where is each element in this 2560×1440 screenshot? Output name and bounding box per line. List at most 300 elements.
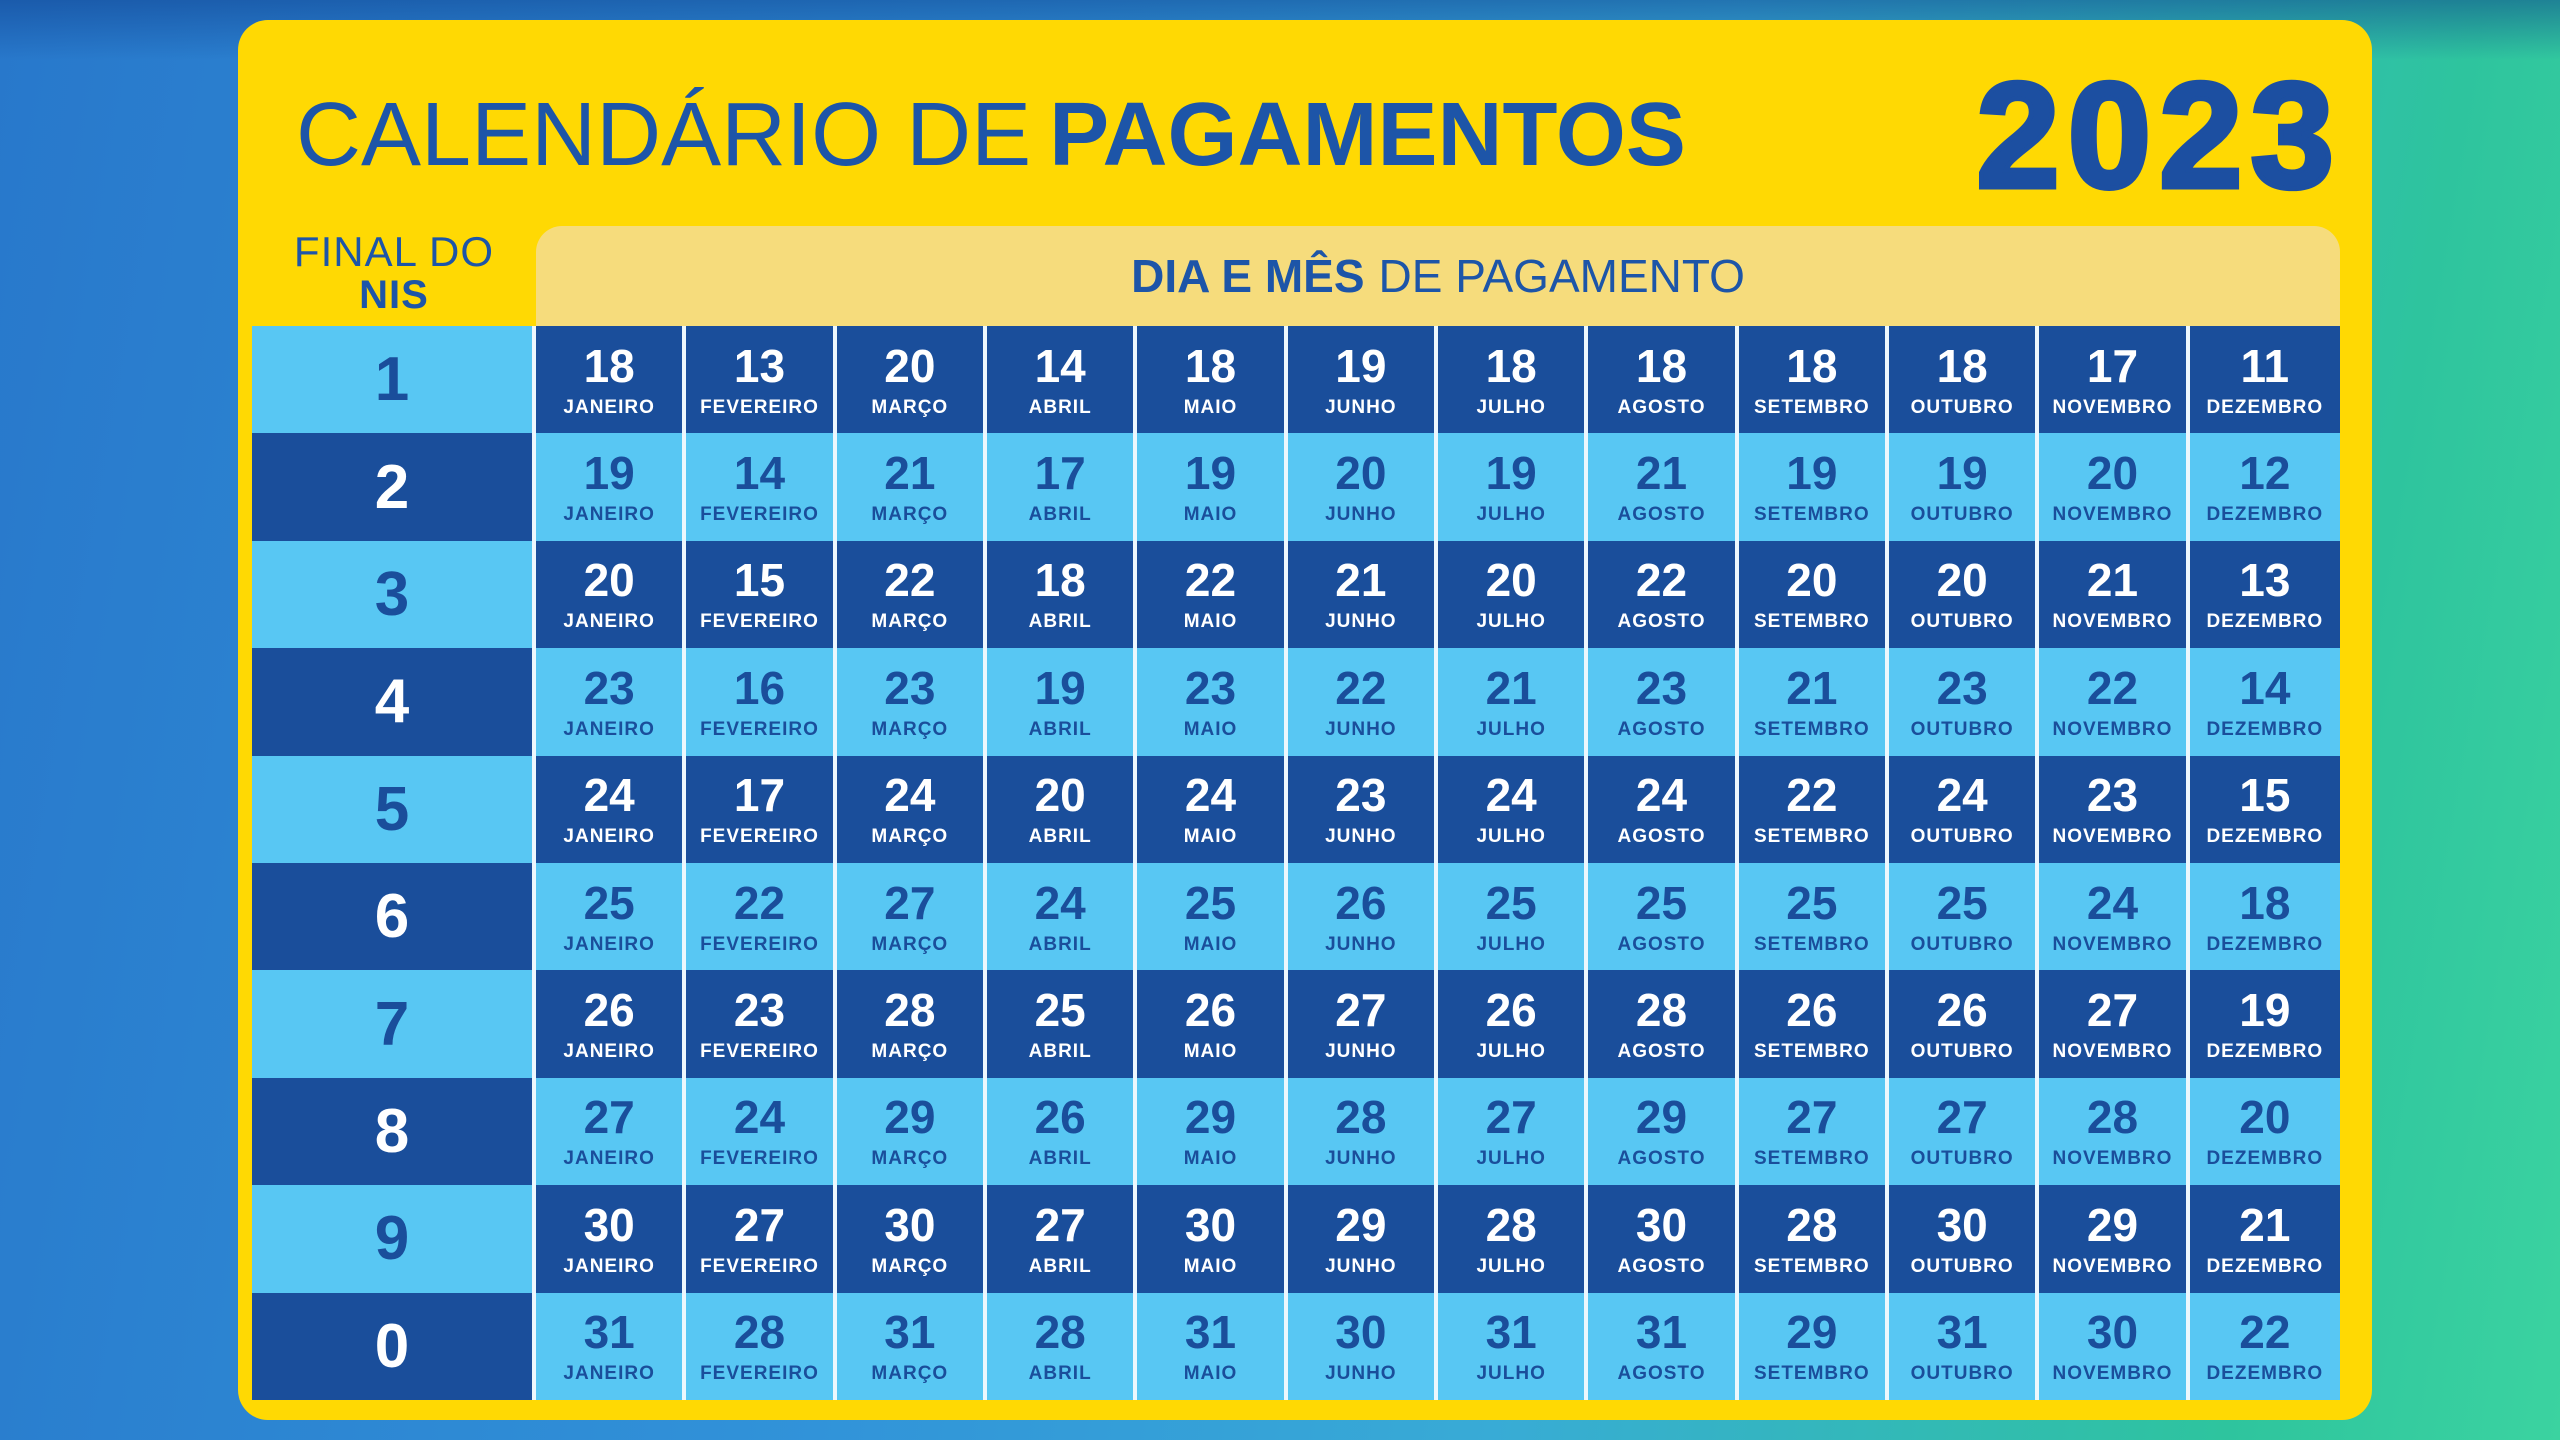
payment-day: 30 [1936,1198,1988,1251]
payment-day: 23 [733,984,786,1037]
payment-day: 28 [1335,1091,1387,1144]
payment-month: ABRIL [1028,396,1092,418]
payment-day: 21 [1786,661,1838,714]
payment-month: FEVEREIRO [700,1148,819,1170]
payment-day: 24 [1184,769,1237,822]
payment-month: JULHO [1476,826,1546,848]
payment-cell [1588,1185,1738,1292]
payment-day: 26 [1936,984,1988,1037]
payment-cell [1137,1293,1287,1400]
payment-day: 23 [884,661,936,714]
payment-month: JULHO [1476,1041,1546,1063]
payment-day: 25 [1184,876,1237,929]
payment-day: 20 [1485,554,1537,607]
payment-cell [1588,326,1738,433]
payment-day: 24 [1635,769,1688,822]
payment-cell [1288,863,1438,970]
payment-day: 17 [733,769,786,822]
payment-cell [987,863,1137,970]
payment-month: JULHO [1476,933,1546,955]
payment-month: AGOSTO [1617,504,1706,526]
payment-day: 21 [884,447,936,500]
nis-cell: 8 [252,1078,536,1185]
payment-month: MAIO [1183,1363,1238,1385]
payment-month: DEZEMBRO [2206,504,2324,526]
payment-month: JANEIRO [563,504,655,526]
payment-month: ABRIL [1028,1148,1092,1170]
payment-cell [536,1293,686,1400]
payment-cell [2039,756,2189,863]
payment-cell [1588,433,1738,540]
payment-cell [2039,1078,2189,1185]
payment-day: 19 [2239,984,2291,1037]
payment-cell [1889,1185,2039,1292]
payment-cell [837,541,987,648]
payment-cell [837,970,987,1077]
poster-title-bold: PAGAMENTOS [1049,84,1686,185]
payment-cell [686,326,836,433]
payment-day: 26 [1485,984,1537,1037]
payment-month: MARÇO [871,1363,949,1385]
payment-month: MARÇO [871,1255,949,1277]
payment-day: 20 [1936,554,1988,607]
payment-cell [1288,756,1438,863]
payment-cell [536,756,686,863]
payment-month: NOVEMBRO [2052,1041,2173,1063]
payment-day: 30 [884,1198,936,1251]
payment-month: MAIO [1183,1255,1238,1277]
payment-day: 27 [1936,1091,1988,1144]
payment-day: 27 [2086,984,2139,1037]
payment-day: 30 [1335,1306,1387,1359]
nis-cell: 3 [252,541,536,648]
payment-cell [1438,541,1588,648]
payment-cell [686,433,836,540]
payment-cell [686,863,836,970]
payment-day: 19 [1034,661,1086,714]
nis-cell: 6 [252,863,536,970]
payment-day: 25 [1786,876,1838,929]
payment-month: FEVEREIRO [700,1255,819,1277]
payment-month: DEZEMBRO [2206,1363,2324,1385]
payment-month: MARÇO [871,611,949,633]
payment-day: 21 [2086,554,2139,607]
payment-cell [1137,326,1287,433]
payment-cell [1288,1293,1438,1400]
nis-column-header [252,220,536,326]
payment-cell [1137,1185,1287,1292]
payment-cell [2039,326,2189,433]
payment-day: 26 [1034,1091,1086,1144]
payment-month: MAIO [1183,826,1238,848]
payment-month: SETEMBRO [1753,718,1870,740]
payment-month: OUTUBRO [1910,1255,2014,1277]
payment-month: JANEIRO [563,933,655,955]
payment-cell [1889,541,2039,648]
payment-cell [1438,1078,1588,1185]
payment-day: 31 [1184,1306,1237,1359]
payment-day: 31 [583,1306,635,1359]
payment-cell [987,541,1137,648]
payment-cell [1739,863,1889,970]
payment-month: DEZEMBRO [2206,933,2324,955]
payment-day: 31 [884,1306,936,1359]
payment-day: 16 [733,661,786,714]
month-band-header [536,226,2340,326]
payment-day: 24 [1485,769,1537,822]
payment-day: 19 [1184,447,1237,500]
payment-day: 29 [2086,1198,2139,1251]
payment-day: 25 [1635,876,1688,929]
payment-month: NOVEMBRO [2052,611,2173,633]
payment-day: 25 [1485,876,1537,929]
payment-month: FEVEREIRO [700,933,819,955]
payment-month: JUNHO [1325,1255,1397,1277]
payment-cell [1288,326,1438,433]
band-label-regular: DE PAGAMENTO [1378,250,1745,302]
payment-cell [2190,433,2340,540]
poster-title-regular: CALENDÁRIO DE [296,84,1032,185]
payment-day: 29 [1786,1306,1838,1359]
poster-title [296,84,1686,187]
payment-day: 26 [1184,984,1237,1037]
nis-cell: 9 [252,1185,536,1292]
payment-cell [2190,970,2340,1077]
payment-day: 18 [1184,339,1237,392]
payment-month: MAIO [1183,1041,1238,1063]
payment-cell [1137,433,1287,540]
payment-day: 22 [884,554,936,607]
payment-day: 22 [1635,554,1688,607]
payment-cell [1438,433,1588,540]
payment-month: JULHO [1476,1148,1546,1170]
payment-cell [2039,433,2189,540]
payment-day: 23 [583,661,635,714]
payment-cell [1438,648,1588,755]
payment-cell [1288,433,1438,540]
payment-cell [837,756,987,863]
payment-month: NOVEMBRO [2052,396,2173,418]
payment-month: JUNHO [1325,933,1397,955]
payment-month: MARÇO [871,1148,949,1170]
payment-day: 28 [1034,1306,1086,1359]
payment-cell [2190,648,2340,755]
payment-month: SETEMBRO [1753,1255,1870,1277]
payment-month: SETEMBRO [1753,504,1870,526]
payment-day: 20 [583,554,635,607]
payment-cell [686,1293,836,1400]
payment-month: OUTUBRO [1910,826,2014,848]
payment-month: JULHO [1476,1255,1546,1277]
payment-cell [536,863,686,970]
payment-cell [1889,433,2039,540]
payment-month: JULHO [1476,504,1546,526]
payment-cell [686,1185,836,1292]
payment-day: 30 [2086,1306,2139,1359]
payment-cell [1889,648,2039,755]
payment-day: 31 [1936,1306,1988,1359]
payment-day: 13 [2239,554,2291,607]
payment-cell [1438,1185,1588,1292]
payment-month: MAIO [1183,504,1238,526]
payment-day: 28 [1635,984,1688,1037]
payment-cell [2039,1293,2189,1400]
payment-month: OUTUBRO [1910,504,2014,526]
payment-month: JANEIRO [563,718,655,740]
payment-month: JANEIRO [563,1148,655,1170]
payment-day: 21 [1635,447,1688,500]
payment-cell [686,756,836,863]
payment-cell [2190,863,2340,970]
payment-month: AGOSTO [1617,1041,1706,1063]
payment-day: 14 [2239,661,2291,714]
payment-day: 14 [1034,339,1086,392]
payment-month: DEZEMBRO [2206,1041,2324,1063]
payment-month: MARÇO [871,826,949,848]
payment-cell [837,433,987,540]
payment-cell [1288,1185,1438,1292]
payment-cell [1588,1078,1738,1185]
payment-month: AGOSTO [1617,611,1706,633]
payment-month: JUNHO [1325,396,1397,418]
payment-day: 23 [2086,769,2139,822]
payment-cell [1288,970,1438,1077]
payment-cell [1137,863,1287,970]
payment-month: FEVEREIRO [700,611,819,633]
payment-cell [1889,756,2039,863]
payment-month: ABRIL [1028,1363,1092,1385]
payment-month: JUNHO [1325,504,1397,526]
payment-cell [987,648,1137,755]
payment-month: JUNHO [1325,718,1397,740]
payment-day: 19 [583,447,635,500]
payment-day: 18 [1635,339,1688,392]
payment-month: FEVEREIRO [700,504,819,526]
nis-cell: 0 [252,1293,536,1400]
payment-cell [1739,1293,1889,1400]
payment-cell [2190,756,2340,863]
payment-month: SETEMBRO [1753,396,1870,418]
payment-day: 28 [1786,1198,1838,1251]
payment-month: AGOSTO [1617,1363,1706,1385]
payment-month: MAIO [1183,933,1238,955]
payment-day: 21 [1335,554,1387,607]
payment-day: 25 [583,876,635,929]
payment-month: ABRIL [1028,1255,1092,1277]
payment-cell [1889,863,2039,970]
payment-cell [1137,756,1287,863]
payment-month: DEZEMBRO [2206,396,2324,418]
payment-day: 23 [1635,661,1688,714]
payment-cell [536,541,686,648]
payment-month: MARÇO [871,504,949,526]
payment-day: 26 [583,984,635,1037]
payment-day: 27 [1335,984,1387,1037]
payment-day: 25 [1936,876,1988,929]
payment-month: SETEMBRO [1753,826,1870,848]
payment-cell [2039,541,2189,648]
payment-day: 18 [2239,876,2291,929]
payment-cell [837,648,987,755]
payment-cell [1588,863,1738,970]
nis-header-line1: FINAL DO [293,227,495,275]
payment-cell [987,756,1137,863]
payment-cell [2190,1293,2340,1400]
payment-cell [2190,1185,2340,1292]
payment-day: 21 [1485,661,1537,714]
payment-month: ABRIL [1028,933,1092,955]
payment-cell [1739,648,1889,755]
payment-day: 22 [1184,554,1237,607]
payment-cell [1739,970,1889,1077]
payment-day: 22 [2239,1306,2291,1359]
payment-day: 29 [1184,1091,1237,1144]
payment-month: MAIO [1183,1148,1238,1170]
payment-month: JANEIRO [563,1255,655,1277]
payment-day: 18 [1786,339,1838,392]
payment-day: 11 [2240,339,2290,392]
payment-cell [1137,541,1287,648]
payment-month: NOVEMBRO [2052,826,2173,848]
payment-cell [1889,1293,2039,1400]
payment-cell [536,326,686,433]
payment-day: 20 [2239,1091,2291,1144]
payment-month: JUNHO [1325,826,1397,848]
payment-day: 31 [1485,1306,1537,1359]
payment-month: OUTUBRO [1910,1041,2014,1063]
payment-day: 17 [2086,339,2139,392]
payment-month: AGOSTO [1617,1148,1706,1170]
payment-cell [1288,1078,1438,1185]
payment-day: 28 [733,1306,786,1359]
payment-day: 18 [1936,339,1988,392]
payment-day: 23 [1936,661,1988,714]
payment-month: JANEIRO [563,826,655,848]
nis-cell: 5 [252,756,536,863]
payment-month: DEZEMBRO [2206,826,2324,848]
payment-day: 20 [884,339,936,392]
payment-cell [686,541,836,648]
payment-month: JULHO [1476,611,1546,633]
payment-month: JUNHO [1325,1363,1397,1385]
payment-day: 30 [583,1198,635,1251]
payment-month: ABRIL [1028,826,1092,848]
payment-cell [1739,326,1889,433]
payment-day: 19 [1335,339,1387,392]
year-label: 2023 [1976,50,2342,219]
payment-cell [1739,541,1889,648]
payment-day: 26 [1786,984,1838,1037]
payment-month: NOVEMBRO [2052,504,2173,526]
payment-day: 30 [1184,1198,1237,1251]
payment-month: ABRIL [1028,504,1092,526]
payment-day: 22 [2086,661,2139,714]
payment-month: FEVEREIRO [700,1363,819,1385]
payment-day: 15 [733,554,786,607]
nis-cell: 2 [252,433,536,540]
payment-day: 17 [1034,447,1086,500]
payment-month: MAIO [1183,611,1238,633]
payment-day: 20 [1786,554,1838,607]
payment-cell [1588,756,1738,863]
payment-cell [536,970,686,1077]
payment-cell [686,1078,836,1185]
payment-month: NOVEMBRO [2052,1363,2173,1385]
payment-day: 27 [1485,1091,1537,1144]
payment-cell [1137,648,1287,755]
payment-cell [1438,756,1588,863]
payment-cell [1588,648,1738,755]
payment-table [252,326,2340,1400]
payment-day: 28 [2086,1091,2139,1144]
payment-day: 22 [1335,661,1387,714]
payment-day: 24 [1034,876,1086,929]
payment-day: 24 [884,769,936,822]
payment-cell [987,326,1137,433]
payment-day: 24 [583,769,635,822]
payment-day: 25 [1034,984,1086,1037]
payment-month: SETEMBRO [1753,1148,1870,1170]
payment-month: NOVEMBRO [2052,1255,2173,1277]
payment-cell [536,648,686,755]
payment-cell [987,970,1137,1077]
payment-cell [1889,1078,2039,1185]
payment-month: DEZEMBRO [2206,611,2324,633]
payment-day: 27 [583,1091,635,1144]
payment-day: 29 [1635,1091,1688,1144]
payment-month: JULHO [1476,1363,1546,1385]
payment-day: 24 [1936,769,1988,822]
payment-cell [1739,1185,1889,1292]
payment-cell [1588,1293,1738,1400]
payment-cell [2190,1078,2340,1185]
payment-cell [2190,541,2340,648]
payment-cell [837,1185,987,1292]
payment-day: 18 [583,339,635,392]
payment-month: SETEMBRO [1753,1041,1870,1063]
payment-month: MARÇO [871,718,949,740]
payment-month: ABRIL [1028,611,1092,633]
payment-month: MAIO [1183,396,1238,418]
payment-month: FEVEREIRO [700,718,819,740]
payment-month: JUNHO [1325,611,1397,633]
payment-month: FEVEREIRO [700,826,819,848]
payment-month: FEVEREIRO [700,396,819,418]
payment-month: JULHO [1476,718,1546,740]
payment-cell [1288,541,1438,648]
payment-cell [987,433,1137,540]
payment-month: JANEIRO [563,1041,655,1063]
payment-day: 19 [1936,447,1988,500]
payment-month: OUTUBRO [1910,1363,2014,1385]
payment-month: MARÇO [871,1041,949,1063]
payment-cell [1137,1078,1287,1185]
payment-month: JANEIRO [563,396,655,418]
payment-cell [1137,970,1287,1077]
payment-day: 24 [733,1091,786,1144]
payment-month: OUTUBRO [1910,933,2014,955]
payment-month: ABRIL [1028,718,1092,740]
payment-day: 13 [733,339,786,392]
payment-cell [837,1293,987,1400]
payment-month: JUNHO [1325,1041,1397,1063]
payment-cell [1288,648,1438,755]
payment-cell [987,1185,1137,1292]
payment-month: MARÇO [871,933,949,955]
payment-month: OUTUBRO [1910,396,2014,418]
payment-day: 28 [1485,1198,1537,1251]
payment-day: 28 [884,984,936,1037]
